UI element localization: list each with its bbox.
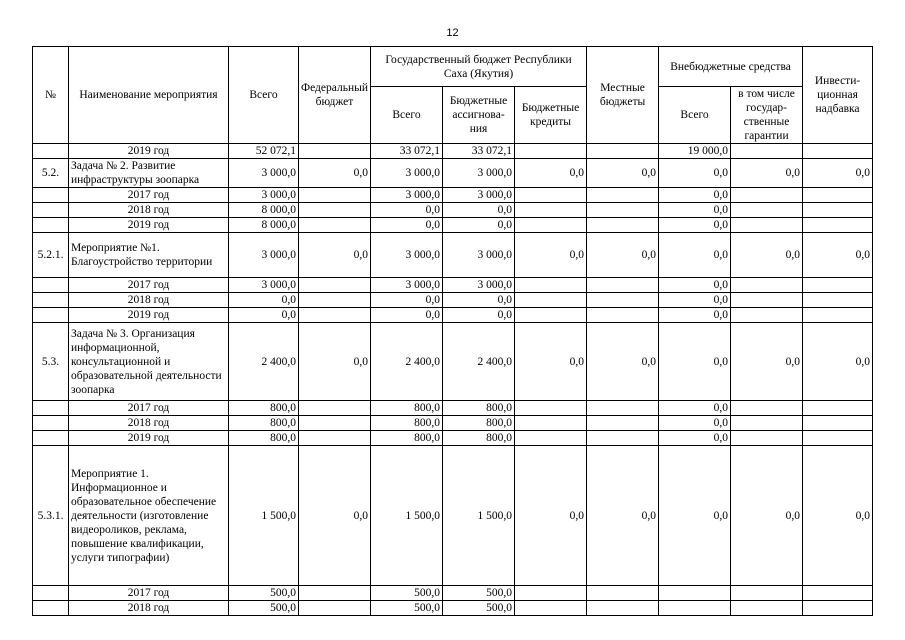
amount-cell: 3 000,0 [443,188,515,203]
amount-cell: 0,0 [443,308,515,323]
header-federal: Федеральный бюджет [299,47,371,144]
year-row [33,278,873,293]
row-number [33,144,69,159]
amount-cell: 500,0 [443,586,515,601]
amount-cell [803,203,873,218]
row-number [33,188,69,203]
amount-cell: 0,0 [659,233,731,278]
amount-cell: 0,0 [731,446,803,586]
year-label: 2018 год [69,416,229,431]
amount-cell: 0,0 [659,203,731,218]
amount-cell [515,586,587,601]
amount-cell: 0,0 [443,293,515,308]
amount-cell: 0,0 [659,218,731,233]
amount-cell: 0,0 [659,323,731,401]
header-no: № [33,47,69,144]
amount-cell [587,431,659,446]
amount-cell: 3 000,0 [443,233,515,278]
amount-cell: 0,0 [803,233,873,278]
year-row [33,401,873,416]
amount-cell [515,431,587,446]
amount-cell: 3 000,0 [229,233,299,278]
row-number [33,293,69,308]
amount-cell: 500,0 [229,601,299,616]
amount-cell [515,416,587,431]
header-state-assign: Бюджетные ассигнова-ния [443,87,515,144]
amount-cell: 3 000,0 [371,159,443,188]
amount-cell: 8 000,0 [229,218,299,233]
year-row [33,218,873,233]
amount-cell: 0,0 [659,431,731,446]
amount-cell [587,401,659,416]
amount-cell: 0,0 [229,308,299,323]
amount-cell [803,293,873,308]
row-number: 5.3.1. [33,446,69,586]
amount-cell: 0,0 [299,446,371,586]
amount-cell: 3 000,0 [371,188,443,203]
amount-cell [731,401,803,416]
year-row [33,431,873,446]
amount-cell [299,308,371,323]
year-label: 2017 год [69,188,229,203]
amount-cell: 500,0 [371,601,443,616]
amount-cell [299,218,371,233]
year-label: 2019 год [69,431,229,446]
amount-cell: 0,0 [371,203,443,218]
row-number [33,586,69,601]
table-row [33,233,873,278]
row-number: 5.2. [33,159,69,188]
amount-cell [587,586,659,601]
row-number [33,218,69,233]
header-local: Местные бюджеты [587,47,659,144]
amount-cell: 0,0 [299,323,371,401]
year-row [33,586,873,601]
header-extrabudgetary: Внебюджетные средства [659,47,803,87]
amount-cell [515,188,587,203]
amount-cell [731,431,803,446]
header-name: Наименование мероприятия [69,47,229,144]
row-number [33,601,69,616]
amount-cell [299,203,371,218]
row-number: 5.2.1. [33,233,69,278]
amount-cell [659,601,731,616]
year-row [33,144,873,159]
amount-cell [587,278,659,293]
amount-cell [299,431,371,446]
year-label: 2018 год [69,293,229,308]
amount-cell: 0,0 [659,188,731,203]
table-row [33,323,873,401]
amount-cell: 0,0 [229,293,299,308]
year-row [33,188,873,203]
row-number [33,431,69,446]
amount-cell: 800,0 [443,431,515,446]
amount-cell: 0,0 [587,323,659,401]
year-row [33,203,873,218]
amount-cell [803,586,873,601]
amount-cell: 0,0 [659,446,731,586]
amount-cell: 2 400,0 [229,323,299,401]
amount-cell: 800,0 [229,416,299,431]
activity-name: Задача № 2. Развитие инфраструктуры зоопарка [69,159,229,188]
amount-cell: 800,0 [229,401,299,416]
amount-cell: 52 072,1 [229,144,299,159]
year-label: 2019 год [69,218,229,233]
amount-cell: 0,0 [659,308,731,323]
row-number [33,416,69,431]
amount-cell [803,188,873,203]
amount-cell [515,218,587,233]
amount-cell: 0,0 [299,159,371,188]
amount-cell [515,401,587,416]
year-row [33,601,873,616]
amount-cell [587,293,659,308]
amount-cell: 1 500,0 [371,446,443,586]
header-extra-total: Всего [659,87,731,144]
activity-name: Мероприятие 1. Информационное и образовательное обеспечение деятельности (изготовление видеороликов, реклама, повышение квалификации, услуги типографии) [69,446,229,586]
amount-cell [731,293,803,308]
amount-cell: 0,0 [515,159,587,188]
amount-cell: 1 500,0 [443,446,515,586]
amount-cell [803,601,873,616]
amount-cell: 0,0 [443,218,515,233]
amount-cell: 3 000,0 [229,188,299,203]
amount-cell [299,401,371,416]
amount-cell [731,308,803,323]
amount-cell: 3 000,0 [371,278,443,293]
amount-cell: 0,0 [371,293,443,308]
amount-cell [515,308,587,323]
year-label: 2019 год [69,308,229,323]
amount-cell: 0,0 [659,159,731,188]
table-header [33,47,873,144]
amount-cell [587,144,659,159]
amount-cell: 800,0 [229,431,299,446]
year-row [33,308,873,323]
amount-cell: 500,0 [229,586,299,601]
year-label: 2018 год [69,601,229,616]
amount-cell: 8 000,0 [229,203,299,218]
amount-cell: 800,0 [371,431,443,446]
amount-cell [803,144,873,159]
amount-cell [515,144,587,159]
amount-cell [587,416,659,431]
amount-cell [803,218,873,233]
amount-cell [587,308,659,323]
amount-cell [299,278,371,293]
amount-cell [515,601,587,616]
amount-cell [299,601,371,616]
amount-cell [659,586,731,601]
amount-cell: 0,0 [659,293,731,308]
amount-cell: 0,0 [515,446,587,586]
amount-cell: 3 000,0 [443,278,515,293]
amount-cell [515,293,587,308]
amount-cell: 0,0 [803,159,873,188]
row-number [33,308,69,323]
amount-cell [587,601,659,616]
amount-cell [587,188,659,203]
amount-cell [731,218,803,233]
amount-cell [803,431,873,446]
activity-name: Задача № 3. Организация информационной, консультационной и образовательной деятельности зоопарка [69,323,229,401]
amount-cell [731,601,803,616]
amount-cell [515,203,587,218]
table-row [33,446,873,586]
amount-cell: 19 000,0 [659,144,731,159]
amount-cell [515,278,587,293]
amount-cell: 0,0 [587,446,659,586]
year-label: 2017 год [69,401,229,416]
amount-cell: 800,0 [371,401,443,416]
amount-cell [803,308,873,323]
amount-cell [299,293,371,308]
amount-cell: 800,0 [443,401,515,416]
amount-cell: 3 000,0 [229,159,299,188]
amount-cell [299,586,371,601]
table-row [33,159,873,188]
amount-cell: 500,0 [443,601,515,616]
header-state-credits: Бюджетные кредиты [515,87,587,144]
amount-cell: 2 400,0 [371,323,443,401]
amount-cell: 800,0 [371,416,443,431]
year-row [33,416,873,431]
amount-cell [731,188,803,203]
header-state-total: Всего [371,87,443,144]
amount-cell [803,278,873,293]
amount-cell: 500,0 [371,586,443,601]
page-number: 12 [446,27,459,39]
table-body [33,144,873,616]
amount-cell: 0,0 [299,233,371,278]
amount-cell [299,416,371,431]
amount-cell: 0,0 [587,233,659,278]
amount-cell: 1 500,0 [229,446,299,586]
header-invest: Инвести-ционная надбавка [803,47,873,144]
amount-cell: 0,0 [371,308,443,323]
header-extra-guarantees: в том числе государ-ственные гарантии [731,87,803,144]
amount-cell: 0,0 [371,218,443,233]
amount-cell [731,586,803,601]
amount-cell: 3 000,0 [371,233,443,278]
amount-cell [587,218,659,233]
amount-cell: 0,0 [803,446,873,586]
year-label: 2019 год [69,144,229,159]
amount-cell [731,203,803,218]
amount-cell [731,416,803,431]
header-total: Всего [229,47,299,144]
activity-name: Мероприятие №1. Благоустройство территории [69,233,229,278]
year-label: 2017 год [69,278,229,293]
amount-cell: 0,0 [515,233,587,278]
amount-cell [299,188,371,203]
amount-cell: 0,0 [659,401,731,416]
row-number: 5.3. [33,323,69,401]
amount-cell: 0,0 [587,159,659,188]
year-row [33,293,873,308]
amount-cell [731,278,803,293]
amount-cell: 0,0 [443,203,515,218]
row-number [33,401,69,416]
amount-cell: 800,0 [443,416,515,431]
amount-cell: 0,0 [803,323,873,401]
amount-cell: 0,0 [659,416,731,431]
amount-cell: 3 000,0 [443,159,515,188]
budget-table [32,46,873,616]
amount-cell: 0,0 [659,278,731,293]
header-state-budget: Государственный бюджет Республики Саха (Якутия) [371,47,587,87]
amount-cell: 0,0 [731,159,803,188]
amount-cell: 0,0 [515,323,587,401]
amount-cell: 33 072,1 [443,144,515,159]
amount-cell [299,144,371,159]
amount-cell: 3 000,0 [229,278,299,293]
amount-cell: 0,0 [731,233,803,278]
amount-cell: 2 400,0 [443,323,515,401]
amount-cell: 0,0 [731,323,803,401]
amount-cell [803,401,873,416]
row-number [33,278,69,293]
year-label: 2017 год [69,586,229,601]
amount-cell: 33 072,1 [371,144,443,159]
amount-cell [731,144,803,159]
row-number [33,203,69,218]
amount-cell [587,203,659,218]
year-label: 2018 год [69,203,229,218]
amount-cell [803,416,873,431]
